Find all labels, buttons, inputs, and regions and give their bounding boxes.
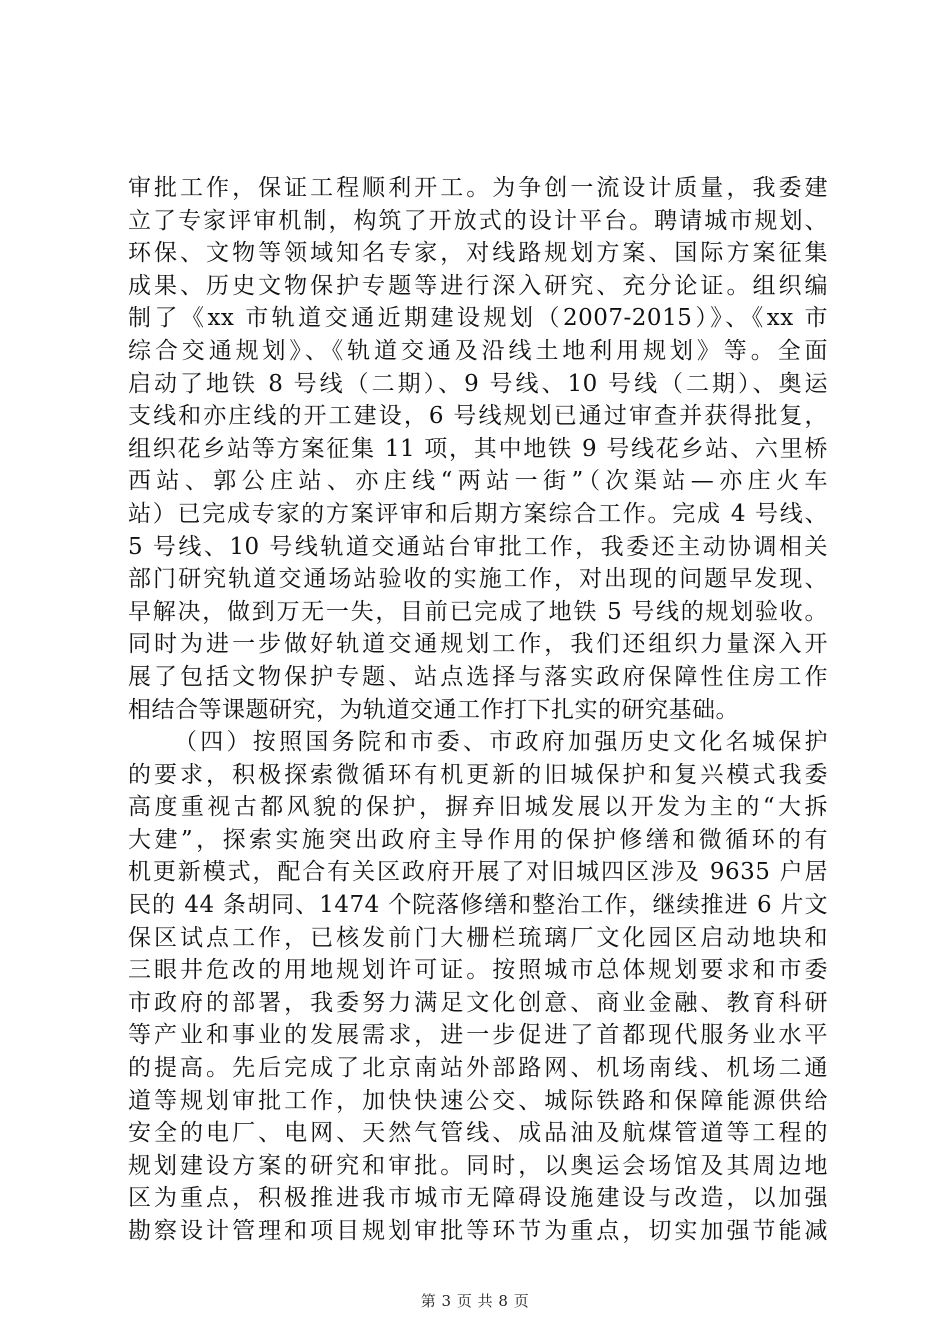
text-line: 三眼井危改的用地规划许可证。按照城市总体规划要求和市委 — [128, 957, 828, 984]
text-line: 启动了地铁 8 号线（二期）、9 号线、10 号线（二期）、奥运 — [128, 370, 828, 397]
document-body — [128, 172, 828, 1248]
text-line: 部门研究轨道交通场站验收的实施工作，对出现的问题早发现、 — [128, 566, 828, 593]
text-line: 保区试点工作，已核发前门大栅栏琉璃厂文化园区启动地块和 — [128, 924, 828, 951]
text-line: 支线和亦庄线的开工建设，6 号线规划已通过审查并获得批复， — [128, 403, 828, 430]
page-number-label: 第 3 页 共 8 页 — [420, 1292, 530, 1310]
text-line: 区为重点，积极推进我市城市无障碍设施建设与改造，以加强 — [128, 1185, 828, 1212]
text-line: 展了包括文物保护专题、站点选择与落实政府保障性住房工作 — [128, 663, 828, 690]
text-line: 大建”，探索实施突出政府主导作用的保护修缮和微循环的有 — [128, 826, 828, 853]
text-line: 安全的电厂、电网、天然气管线、成品油及航煤管道等工程的 — [128, 1120, 828, 1147]
text-line: 站）已完成专家的方案评审和后期方案综合工作。完成 4 号线、 — [128, 500, 828, 527]
text-line: 市政府的部署，我委努力满足文化创意、商业金融、教育科研 — [128, 989, 828, 1016]
text-line: 民的 44 条胡同、1474 个院落修缮和整治工作，继续推进 6 片文 — [128, 892, 828, 919]
text-line: 环保、文物等领域知名专家，对线路规划方案、国际方案征集 — [128, 240, 828, 267]
paragraph-heritage-protection — [128, 726, 828, 1248]
text-line: 制了《xx 市轨道交通近期建设规划（2007-2015）》、《xx 市 — [128, 305, 828, 332]
text-line: 机更新模式，配合有关区政府开展了对旧城四区涉及 9635 户居 — [128, 859, 828, 886]
text-line: 早解决，做到万无一失，目前已完成了地铁 5 号线的规划验收。 — [128, 598, 828, 625]
text-line: 的要求，积极探索微循环有机更新的旧城保护和复兴模式我委 — [128, 761, 828, 788]
text-line: 组织花乡站等方案征集 11 项，其中地铁 9 号线花乡站、六里桥 — [128, 435, 828, 462]
text-line: 道等规划审批工作，加快快速公交、城际铁路和保障能源供给 — [128, 1087, 828, 1114]
text-line: 规划建设方案的研究和审批。同时，以奥运会场馆及其周边地 — [128, 1152, 828, 1179]
text-line: 立了专家评审机制，构筑了开放式的设计平台。聘请城市规划、 — [128, 207, 828, 234]
text-line: （四）按照国务院和市委、市政府加强历史文化名城保护 — [174, 729, 828, 756]
text-line: 勘察设计管理和项目规划审批等环节为重点，切实加强节能减 — [128, 1218, 828, 1244]
page-footer — [0, 1290, 950, 1311]
text-line: 同时为进一步做好轨道交通规划工作，我们还组织力量深入开 — [128, 631, 828, 658]
text-line: 相结合等课题研究，为轨道交通工作打下扎实的研究基础。 — [128, 696, 739, 723]
text-line: 审批工作，保证工程顺利开工。为争创一流设计质量，我委建 — [128, 175, 828, 201]
text-line: 综合交通规划》、《轨道交通及沿线土地利用规划》等。全面 — [128, 337, 828, 364]
text-line: 高度重视古都风貌的保护，摒弃旧城发展以开发为主的“大拆 — [128, 794, 828, 821]
text-line: 成果、历史文物保护专题等进行深入研究、充分论证。组织编 — [128, 272, 828, 299]
text-line: 西站、郭公庄站、亦庄线“两站一街”（次渠站—亦庄火车 — [128, 468, 828, 495]
text-line: 的提高。先后完成了北京南站外部路网、机场南线、机场二通 — [128, 1055, 828, 1082]
text-line: 5 号线、10 号线轨道交通站台审批工作，我委还主动协调相关 — [128, 533, 828, 560]
text-line: 等产业和事业的发展需求，进一步促进了首都现代服务业水平 — [128, 1022, 828, 1049]
paragraph-rail-transit — [128, 172, 828, 726]
